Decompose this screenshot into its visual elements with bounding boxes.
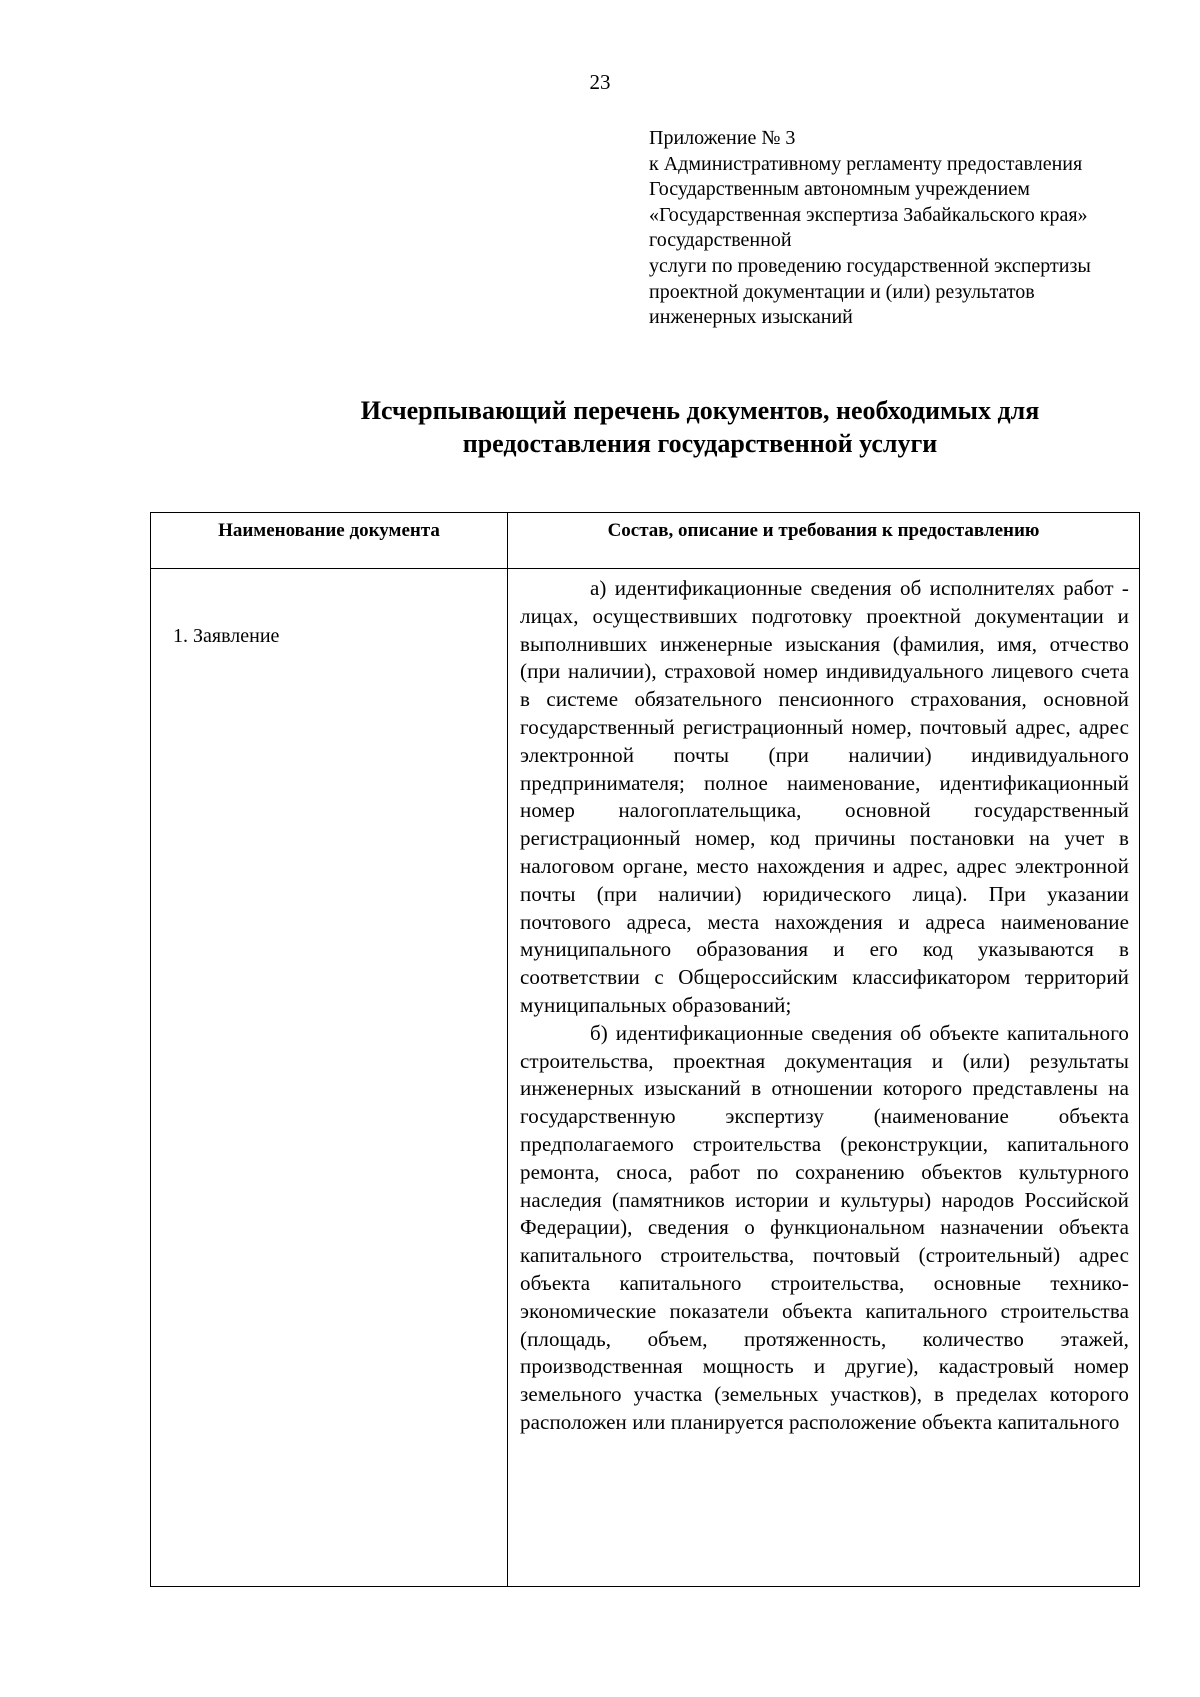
description-paragraph-b: б) идентификационные сведения об объекте капитального строительства, проектная документация и (или) результаты инженерных изысканий в отношении которого представлены на государственную экспертизу (наименование объекта предполагаемого строительства (реконструкции, капитального ремонта, сноса, работ по сохранению объектов культурного наследия (памятников истории и культуры) народов Российской Федерации), сведения о функциональном назначении объекта капитального строительства, почтовый (строительный) адрес объекта капитального строительства, основные технико-экономические показатели объекта капитального строительства (площадь, объем, протяженность, количество этажей, производственная мощность и другие), кадастровый номер земельного участка (земельных участков), в пределах которого расположен или планируется расположение объекта капитального <box>520 1020 1129 1434</box>
appendix-line: «Государственная экспертиза Забайкальского края» <box>649 203 1088 226</box>
document-title <box>150 394 1200 460</box>
page-number: 23 <box>589 70 611 94</box>
header-description: Состав, описание и требования к предоставлению <box>508 513 1140 569</box>
documents-table <box>150 512 1140 1587</box>
appendix-line: к Административному регламенту предоставления <box>649 152 1083 175</box>
appendix-line: государственной <box>649 229 792 252</box>
title-line-1: Исчерпывающий перечень документов, необходимых для <box>360 396 1040 425</box>
appendix-line: услуги по проведению государственной экспертизы <box>649 254 1091 277</box>
description-paragraph-a: а) идентификационные сведения об исполнителях работ - лицах, осуществивших подготовку проектной документации и выполнивших инженерные изыскания (фамилия, имя, отчество (при наличии), страховой номер индивидуального лицевого счета в системе обязательного пенсионного страхования, основной государственный регистрационный номер, почтовый адрес, адрес электронной почты (при наличии) индивидуального предпринимателя; полное наименование, идентификационный номер налогоплательщика, основной государственный регистрационный номер, код причины постановки на учет в налоговом органе, место нахождения и адрес, адрес электронной почты (при наличии) юридического лица). При указании почтового адреса, места нахождения и адреса наименование муниципального образования и его код указываются в соответствии с Общероссийским классификатором территорий муниципальных образований; <box>520 576 1129 1017</box>
appendix-line: Приложение № 3 <box>649 127 796 149</box>
appendix-line: Государственным автономным учреждением <box>649 178 1030 201</box>
appendix-line: проектной документации и (или) результатов <box>649 280 1035 303</box>
appendix-header <box>649 126 1169 331</box>
table-row <box>151 569 1140 1587</box>
header-document-name: Наименование документа <box>151 513 508 569</box>
document-name-cell: 1. Заявление <box>151 569 508 1587</box>
description-cell <box>508 569 1140 1587</box>
title-line-2: предоставления государственной услуги <box>462 429 938 458</box>
table-header-row <box>151 513 1140 569</box>
appendix-line: инженерных изысканий <box>649 306 853 329</box>
